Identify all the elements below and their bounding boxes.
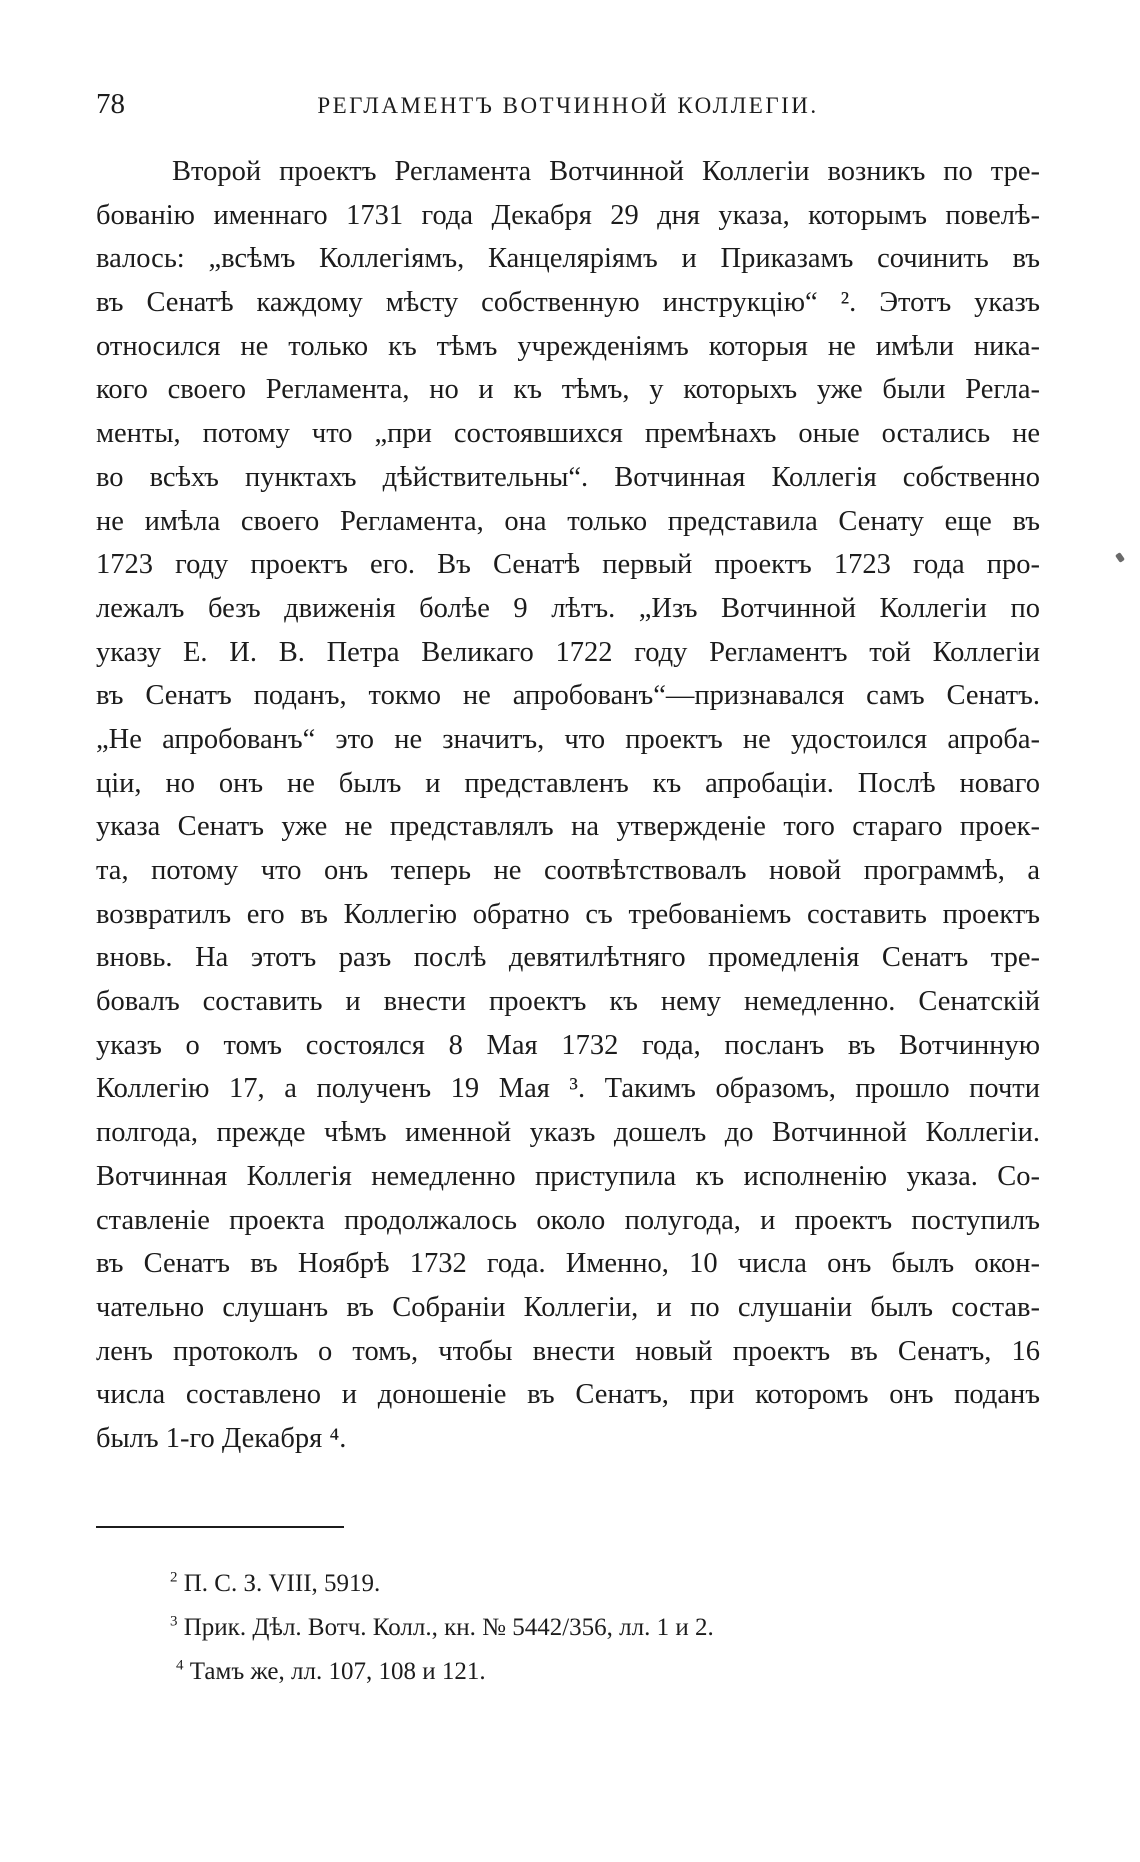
footnote-mark: 3 <box>170 1613 178 1630</box>
page-number: 78 <box>96 88 125 120</box>
body-line: указу Е. И. В. Петра Великаго 1722 году Регламентъ той Коллегіи <box>96 636 1040 668</box>
body-line: возвратилъ его въ Коллегію обратно съ требованіемъ составить проектъ <box>96 898 1040 930</box>
footnote <box>170 1650 970 1694</box>
body-line: ленъ протоколъ о томъ, чтобы внести новый проектъ въ Сенатъ, 16 <box>96 1335 1040 1367</box>
body-line: 1723 году проектъ его. Въ Сенатѣ первый проектъ 1723 года про- <box>96 549 1040 581</box>
body-line: ставленіе проекта продолжалось около полугода, и проектъ поступилъ <box>96 1204 1040 1236</box>
body-line: Вотчинная Коллегія немедленно приступила къ исполненію указа. Со- <box>96 1160 1040 1192</box>
body-line: валось: „всѣмъ Коллегіямъ, Канцеляріямъ и Приказамъ сочинить въ <box>96 243 1040 275</box>
body-line: вновь. На этотъ разъ послѣ девятилѣтняго промедленія Сенатъ тре- <box>96 942 1040 974</box>
footnote-text: Тамъ же, лл. 107, 108 и 121. <box>189 1658 486 1685</box>
body-line: числа составлено и доношеніе въ Сенатъ, при которомъ онъ поданъ <box>96 1379 1040 1411</box>
body-line: кого своего Регламента, но и къ тѣмъ, у которыхъ уже были Регла- <box>96 374 1040 406</box>
page-header <box>96 84 1040 124</box>
footnote <box>170 1606 970 1650</box>
body-line: въ Сенатъ поданъ, токмо не апробованъ“—признавался самъ Сенатъ. <box>96 680 1040 712</box>
footnote-rule <box>96 1526 344 1528</box>
body-line: не имѣла своего Регламента, она только представила Сенату еще въ <box>96 505 1040 537</box>
body-line: во всѣхъ пунктахъ дѣйствительны“. Вотчинная Коллегія собственно <box>96 461 1040 493</box>
body-line: бованію именнаго 1731 года Декабря 29 дня указа, которымъ повелѣ- <box>96 199 1040 231</box>
body-line: въ Сенатѣ каждому мѣсту собственную инструкцію“ ². Этотъ указъ <box>96 287 1040 319</box>
body-text <box>96 150 1040 1461</box>
stray-print-mark <box>1115 552 1125 563</box>
body-line: указъ о томъ состоялся 8 Мая 1732 года, посланъ въ Вотчинную <box>96 1029 1040 1061</box>
footnote-mark: 2 <box>170 1569 178 1586</box>
body-line: указа Сенатъ уже не представлялъ на утвержденіе того стараго проек- <box>96 811 1040 843</box>
body-line: относился не только къ тѣмъ учрежденіямъ которыя не имѣли ника- <box>96 330 1040 362</box>
footnotes <box>170 1562 970 1694</box>
footnote <box>170 1562 970 1606</box>
body-line: „Не апробованъ“ это не значитъ, что проектъ не удостоился апроба- <box>96 723 1040 755</box>
body-line: полгода, прежде чѣмъ именной указъ дошелъ до Вотчинной Коллегіи. <box>96 1117 1040 1149</box>
body-line: Второй проектъ Регламента Вотчинной Коллегіи возникъ по тре- <box>172 156 1040 187</box>
body-line: та, потому что онъ теперь не соотвѣтствовалъ новой программѣ, а <box>96 855 1040 886</box>
body-line: Коллегію 17, а полученъ 19 Мая ³. Такимъ образомъ, прошло почти <box>96 1073 1040 1105</box>
footnote-mark: 4 <box>176 1657 184 1674</box>
body-line: бовалъ составить и внести проектъ къ нему немедленно. Сенатскій <box>96 986 1040 1018</box>
footnote-text: П. С. З. VIII, 5919. <box>183 1570 381 1597</box>
body-line: былъ 1-го Декабря ⁴. <box>96 1422 347 1454</box>
body-line: въ Сенатъ въ Ноябрѣ 1732 года. Именно, 10 числа онъ былъ окон- <box>96 1248 1040 1280</box>
body-line: чательно слушанъ въ Собраніи Коллегіи, и по слушаніи былъ состав- <box>96 1291 1040 1323</box>
body-line: лежалъ безъ движенія болѣе 9 лѣтъ. „Изъ Вотчинной Коллегіи по <box>96 592 1040 624</box>
running-head: РЕГЛАМЕНТЪ ВОТЧИННОЙ КОЛЛЕГІИ. <box>317 93 819 118</box>
footnote-text: Прик. Дѣл. Вотч. Колл., кн. № 5442/356, лл. 1 и 2. <box>183 1614 714 1641</box>
body-line: ціи, но онъ не былъ и представленъ къ апробаціи. Послѣ новаго <box>96 767 1040 799</box>
body-line: менты, потому что „при состоявшихся премѣнахъ оные остались не <box>96 418 1040 450</box>
